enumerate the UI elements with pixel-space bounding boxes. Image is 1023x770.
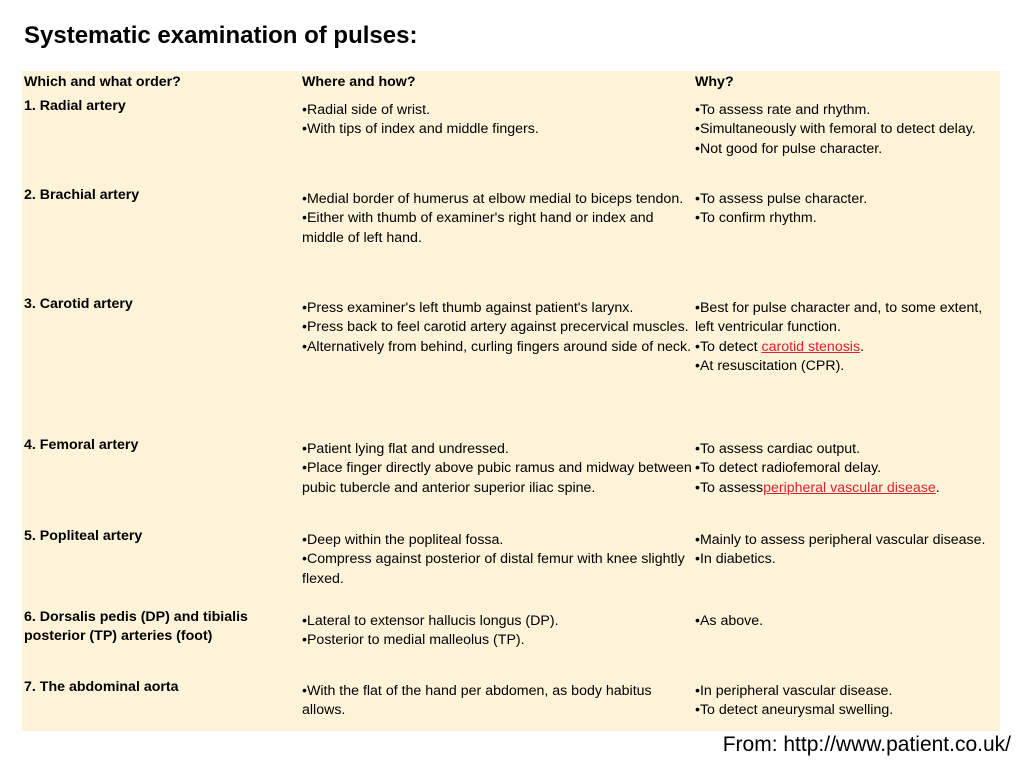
list-item: •To detect radiofemoral delay. — [695, 460, 882, 477]
list-item: •To confirm rhythm. — [695, 210, 817, 227]
list-item: •To assess pulse character. — [695, 191, 868, 207]
list-item: •Place finger directly above pubic ramus and midway between pubic tubercle and anterior superior iliac spine. — [302, 460, 692, 496]
table-row — [22, 436, 1000, 527]
where-how-cell — [300, 97, 693, 186]
list-item: •Press examiner's left thumb against patient's larynx. — [302, 300, 634, 316]
list-item: •At resuscitation (CPR). — [695, 358, 845, 375]
table-row — [22, 186, 1000, 295]
pulses-table — [22, 71, 1000, 730]
list-item-suffix: . — [935, 479, 940, 496]
list-item: •Radial side of wrist. — [302, 102, 430, 118]
header-why: Why? — [695, 74, 734, 90]
list-item: •Medial border of humerus at elbow medial to biceps tendon. — [302, 191, 684, 207]
where-how-cell — [300, 295, 693, 436]
list-item: •In peripheral vascular disease. — [695, 683, 893, 699]
artery-name: 4. Femoral artery — [24, 437, 139, 453]
pulses-table-container — [22, 71, 1000, 731]
where-how-cell — [300, 527, 693, 608]
list-item: •Not good for pulse character. — [695, 140, 883, 157]
header-where-how: Where and how? — [302, 74, 416, 90]
list-item-prefix: •To detect — [695, 338, 762, 355]
where-how-cell — [300, 678, 693, 730]
table-row — [22, 527, 1000, 608]
where-how-cell — [300, 436, 693, 527]
artery-name: 6. Dorsalis pedis (DP) and tibialis posterior (TP) arteries (foot) — [24, 609, 248, 645]
list-item: •Alternatively from behind, curling fingers around side of neck. — [302, 338, 692, 355]
list-item-suffix: . — [860, 338, 865, 355]
why-cell — [693, 436, 1000, 527]
artery-name: 7. The abdominal aorta — [24, 679, 179, 695]
table-row — [22, 678, 1000, 730]
list-item: •Simultaneously with femoral to detect delay. — [695, 121, 976, 138]
why-cell — [693, 97, 1000, 186]
list-item: •Press back to feel carotid artery against precervical muscles. — [302, 319, 689, 336]
list-item: •Either with thumb of examiner's right hand or index and middle of left hand. — [302, 210, 654, 246]
list-item: •Mainly to assess peripheral vascular disease. — [695, 532, 986, 548]
page-title: Systematic examination of pulses: — [24, 22, 418, 49]
list-item: •With the flat of the hand per abdomen, as body habitus allows. — [302, 683, 652, 719]
list-item: •Compress against posterior of distal femur with knee slightly flexed. — [302, 551, 685, 587]
table-row — [22, 295, 1000, 436]
list-item: •To detect aneurysmal swelling. — [695, 702, 894, 719]
artery-name: 2. Brachial artery — [24, 187, 140, 203]
artery-name: 3. Carotid artery — [24, 296, 133, 312]
why-cell — [693, 678, 1000, 730]
list-item-prefix: •To assess — [695, 479, 764, 496]
list-item: •With tips of index and middle fingers. — [302, 121, 539, 138]
artery-name: 1. Radial artery — [24, 98, 126, 114]
header-which-order: Which and what order? — [24, 74, 181, 90]
list-item: •As above. — [695, 613, 764, 629]
list-item — [695, 338, 1000, 357]
table-header-row — [22, 71, 1000, 97]
why-cell — [693, 527, 1000, 608]
list-item: •Best for pulse character and, to some extent, left ventricular function. — [695, 300, 983, 336]
list-item: •In diabetics. — [695, 551, 776, 568]
why-cell — [693, 186, 1000, 295]
table-row — [22, 608, 1000, 678]
list-item: •Deep within the popliteal fossa. — [302, 532, 504, 548]
artery-name: 5. Popliteal artery — [24, 528, 143, 544]
carotid-stenosis-link[interactable]: carotid stenosis — [761, 338, 861, 355]
list-item: •To assess cardiac output. — [695, 441, 861, 457]
source-citation: From: http://www.patient.co.uk/ — [722, 733, 1011, 756]
why-cell — [693, 295, 1000, 436]
list-item: •Lateral to extensor hallucis longus (DP). — [302, 613, 559, 629]
where-how-cell — [300, 608, 693, 678]
table-row — [22, 97, 1000, 186]
peripheral-vascular-disease-link[interactable]: peripheral vascular disease — [763, 479, 936, 496]
list-item: •Posterior to medial malleolus (TP). — [302, 632, 525, 649]
why-cell — [693, 608, 1000, 678]
list-item: •To assess rate and rhythm. — [695, 102, 871, 118]
list-item: •Patient lying flat and undressed. — [302, 441, 509, 457]
list-item — [695, 479, 1000, 498]
where-how-cell — [300, 186, 693, 295]
